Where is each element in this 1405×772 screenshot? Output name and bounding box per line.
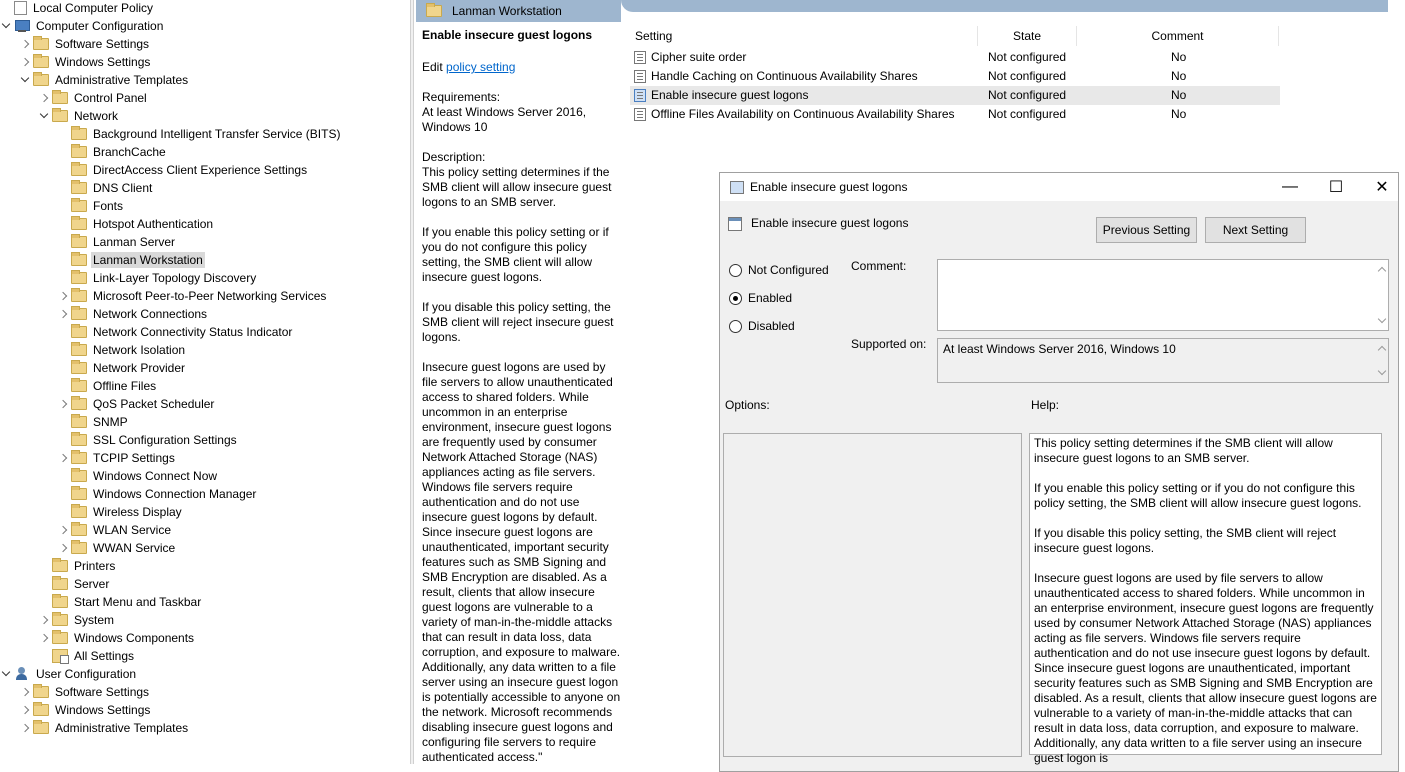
tree-item[interactable]: [38, 611, 116, 629]
column-header-comment-label: Comment: [1151, 29, 1204, 43]
chevron-right-icon[interactable]: [19, 38, 31, 50]
tree-item-label: Microsoft Peer-to-Peer Networking Services: [93, 289, 327, 303]
cell-setting: Cipher suite order: [651, 50, 747, 64]
list-row[interactable]: [630, 86, 1280, 105]
help-paragraph: If you enable this policy setting or if you do not configure this policy setting, the SMB client will allow insecure guest logons.: [1034, 481, 1362, 510]
column-header-state[interactable]: [978, 26, 1077, 46]
folder-icon: [71, 182, 87, 194]
policy-dialog: [719, 172, 1399, 772]
tree-spacer: [57, 146, 69, 158]
tree-spacer: [57, 488, 69, 500]
tree-item[interactable]: [38, 647, 136, 665]
tree-item-label: Administrative Templates: [55, 73, 189, 87]
folder-icon: [52, 110, 68, 122]
requirements-text: Requirements: At least Windows Server 2016, Windows 10: [422, 90, 587, 134]
chevron-down-icon[interactable]: [0, 20, 12, 32]
tree-item-label: BranchCache: [93, 145, 166, 159]
policy-setting-icon: [634, 51, 646, 64]
cell-state: Not configured: [988, 69, 1067, 83]
folder-icon: [71, 380, 87, 392]
tree-spacer: [57, 380, 69, 392]
tree-item-label: QoS Packet Scheduler: [93, 397, 215, 411]
tree-item[interactable]: [38, 593, 203, 611]
user-icon: [14, 667, 30, 681]
tree-item-label: Printers: [74, 559, 116, 573]
tree-spacer: [38, 650, 50, 662]
tree-spacer: [57, 164, 69, 176]
tree-item-label: Background Intelligent Transfer Service (BITS): [93, 127, 341, 141]
doc-icon: [14, 1, 27, 15]
tree-item[interactable]: [38, 107, 120, 125]
tree-spacer: [38, 560, 50, 572]
tree-spacer: [38, 596, 50, 608]
scroll-down-icon[interactable]: [1378, 315, 1386, 323]
tree-item-label: Network: [74, 109, 119, 123]
supported-scrollbar[interactable]: [1378, 339, 1388, 382]
disable-text: If you disable this policy setting, the SMB client will reject insecure guest logons.: [422, 300, 614, 344]
help-scrollbar[interactable]: [1383, 433, 1391, 755]
tree-spacer: [57, 434, 69, 446]
help-paragraph: This policy setting determines if the SMB client will allow insecure guest logons to an SMB server.: [1034, 436, 1333, 465]
tree-item-label: Windows Connect Now: [93, 469, 218, 483]
tree-item[interactable]: [57, 467, 219, 485]
folder-icon: [71, 164, 87, 176]
column-header-state-label: State: [1012, 29, 1042, 43]
column-header-comment[interactable]: [1077, 26, 1279, 46]
chevron-right-icon[interactable]: [38, 632, 50, 644]
cell-setting: Enable insecure guest logons: [651, 88, 809, 102]
header-title: Lanman Workstation: [452, 4, 562, 18]
tree-item-label: Computer Configuration: [36, 19, 164, 33]
tree-item-label: Offline Files: [93, 379, 157, 393]
comment-field[interactable]: [937, 259, 1389, 331]
tree-item-label: Server: [74, 577, 110, 591]
folder-icon: [52, 632, 68, 644]
tree-item[interactable]: [57, 485, 258, 503]
edit-prefix: Edit: [422, 60, 447, 74]
folder-icon: [71, 416, 87, 428]
cell-setting: Offline Files Availability on Continuous Availability Shares: [651, 107, 955, 121]
supported-on-field: [937, 338, 1389, 383]
tree-item[interactable]: [57, 125, 342, 143]
folder-icon: [71, 398, 87, 410]
folder-icon: [33, 38, 49, 50]
tree-item[interactable]: [38, 575, 111, 593]
folder-icon: [71, 452, 87, 464]
close-button[interactable]: ✕: [1375, 179, 1389, 196]
folder-icon: [52, 596, 68, 608]
tree-spacer: [57, 254, 69, 266]
tree-item[interactable]: [19, 701, 152, 719]
policy-setting-icon: [634, 108, 646, 121]
tree-spacer: [57, 218, 69, 230]
insecure-text: Insecure guest logons are used by file servers to allow unauthenticated access to shared folders. While uncommon in an enterprise environment, insecure guest logons are frequently used by consumer Network Attached Storage (NAS) appliances acting as file servers. Windows file servers require authentication and do not use insecure guest logons by default. Since insecure guest logons are unauthenticated, important security features such as SMB Signing and SMB Encryption are disabled. As a result, clients that allow insecure guest logons are vulnerable to a variety of man-in-the-middle attacks that can result in data loss, data corruption, and exposure to malware. Additionally, any data written to a file server using an insecure guest logon is potentially accessible to anyone on the network. Microsoft recommends disabling insecure guest logons and configuring file servers to require authenticated access.": [422, 360, 621, 764]
cell-comment: No: [1171, 88, 1187, 102]
tree-item[interactable]: [19, 71, 190, 89]
chevron-right-icon[interactable]: [57, 452, 69, 464]
chevron-right-icon[interactable]: [19, 56, 31, 68]
chevron-down-icon[interactable]: [19, 74, 31, 86]
edit-line: [422, 60, 622, 75]
tree-item-label: Lanman Server: [93, 235, 176, 249]
tree-item[interactable]: [57, 503, 184, 521]
pane-header: [416, 0, 1388, 22]
options-label: Options:: [725, 398, 770, 412]
radio-not-configured-circle[interactable]: [729, 264, 742, 277]
tree-item[interactable]: [57, 251, 205, 269]
cell-state: Not configured: [988, 50, 1067, 64]
tree-item-label: SNMP: [93, 415, 128, 429]
header-tab: [416, 0, 621, 22]
dialog-title: Enable insecure guest logons: [750, 180, 908, 194]
previous-setting-label: Previous Setting: [1102, 223, 1191, 237]
tree-spacer: [57, 416, 69, 428]
tree-item[interactable]: [57, 215, 215, 233]
radio-enabled-circle[interactable]: [729, 292, 742, 305]
tree-spacer: [57, 128, 69, 140]
folder-icon: [52, 92, 68, 104]
supported-on-label: Supported on:: [851, 337, 927, 351]
header-bar: [621, 0, 1388, 12]
chevron-right-icon[interactable]: [38, 614, 50, 626]
chevron-right-icon[interactable]: [19, 704, 31, 716]
tree-item[interactable]: [19, 683, 151, 701]
tree-item-label: All Settings: [74, 649, 135, 663]
tree-item-label: Hotspot Authentication: [93, 217, 214, 231]
scroll-down-icon[interactable]: [1378, 367, 1386, 375]
list-row[interactable]: [630, 67, 1280, 86]
tree-item[interactable]: [57, 269, 258, 287]
folder-icon: [33, 686, 49, 698]
chevron-right-icon[interactable]: [38, 92, 50, 104]
tree-item-label: User Configuration: [36, 667, 137, 681]
radio-disabled[interactable]: [729, 319, 795, 333]
dialog-titlebar[interactable]: [720, 173, 1398, 201]
policy-setting-icon: [634, 70, 646, 83]
cell-setting: Handle Caching on Continuous Availability Shares: [651, 69, 918, 83]
tree-item-label: Windows Components: [74, 631, 195, 645]
tree-item-label: WLAN Service: [93, 523, 172, 537]
policy-setting-icon: [634, 89, 646, 102]
tree-spacer: [57, 362, 69, 374]
tree-item[interactable]: [38, 89, 149, 107]
tree-item[interactable]: [57, 539, 177, 557]
tree-spacer: [57, 506, 69, 518]
options-panel: [723, 433, 1022, 757]
computer-icon: [14, 19, 30, 33]
chevron-right-icon[interactable]: [57, 524, 69, 536]
tree-item[interactable]: [57, 377, 158, 395]
chevron-right-icon[interactable]: [57, 398, 69, 410]
tree-item-label: TCPIP Settings: [93, 451, 175, 465]
tree-item[interactable]: [57, 413, 130, 431]
radio-not-configured[interactable]: [729, 263, 829, 277]
tree-item[interactable]: [38, 557, 117, 575]
chevron-down-icon[interactable]: [0, 668, 12, 680]
scroll-up-icon[interactable]: [1378, 267, 1386, 275]
tree-item-label: Network Connections: [93, 307, 208, 321]
folder-icon: [71, 146, 87, 158]
column-header-setting[interactable]: [630, 26, 978, 46]
folder-icon: [71, 506, 87, 518]
list-row[interactable]: [630, 105, 1280, 124]
folder-icon: [33, 74, 49, 86]
settings-list: [630, 26, 1388, 156]
tree-item-label: Start Menu and Taskbar: [74, 595, 202, 609]
folder-icon: [71, 344, 87, 356]
radio-disabled-circle[interactable]: [729, 320, 742, 333]
tree-item-label: Lanman Workstation: [93, 253, 203, 267]
tree-item-label: Network Provider: [93, 361, 186, 375]
folder-icon: [71, 308, 87, 320]
tree-item[interactable]: [57, 395, 216, 413]
next-setting-label: Next Setting: [1222, 223, 1289, 237]
tree-item[interactable]: [57, 359, 187, 377]
folder-icon: [71, 200, 87, 212]
extended-description-pane: [422, 28, 622, 764]
folder-icon: [71, 236, 87, 248]
tree-item-label: Link-Layer Topology Discovery: [93, 271, 257, 285]
tree-item[interactable]: [57, 431, 239, 449]
radio-disabled-label: Disabled: [748, 319, 795, 333]
tree-item[interactable]: [57, 287, 328, 305]
minimize-button[interactable]: —: [1282, 178, 1298, 195]
tree-item[interactable]: [19, 53, 152, 71]
tree-item-label: Wireless Display: [93, 505, 182, 519]
folder-icon: [71, 272, 87, 284]
tree-item[interactable]: [19, 35, 151, 53]
tree-item[interactable]: [57, 323, 294, 341]
radio-not-configured-label: Not Configured: [748, 263, 829, 277]
comment-scrollbar[interactable]: [1378, 260, 1388, 330]
tree-item-label: Fonts: [93, 199, 124, 213]
folder-icon: [71, 434, 87, 446]
chevron-down-icon[interactable]: [38, 110, 50, 122]
chevron-right-icon[interactable]: [19, 722, 31, 734]
tree-item[interactable]: [57, 179, 154, 197]
radio-enabled-label: Enabled: [748, 291, 793, 305]
cell-state: Not configured: [988, 107, 1067, 121]
folder-icon: [52, 614, 68, 626]
policy-title: Enable insecure guest logons: [422, 28, 593, 42]
tree-spacer: [38, 578, 50, 590]
pane-splitter[interactable]: [410, 0, 414, 764]
folder-icon: [71, 470, 87, 482]
tree-item-label: Control Panel: [74, 91, 147, 105]
tree-item[interactable]: [38, 629, 196, 647]
tree-item[interactable]: [57, 305, 209, 323]
folder-icon: [71, 524, 87, 536]
tree-item-label: DirectAccess Client Experience Settings: [93, 163, 308, 177]
folder-icon: [33, 722, 49, 734]
folder-icon: [71, 218, 87, 230]
folder-icon: [33, 704, 49, 716]
help-paragraph: Insecure guest logons are used by file servers to allow unauthenticated access to shared folders. While uncommon in an enterprise environment, insecure guest logons are frequently used by consumer Network Attached Storage (NAS) appliances acting as file servers. Windows file servers require authentication and do not use insecure guest logons by default. Since insecure guest logons are unauthenticated, important security features such as SMB Signing and SMB Encryption are disabled. As a result, clients that allow insecure guest logons are vulnerable to a variety of man-in-the-middle attacks that can result in data loss, data corruption, and exposure to malware. Additionally, any data written to a file server using an insecure guest logon is: [1034, 571, 1377, 765]
radio-enabled[interactable]: [729, 291, 792, 305]
chevron-right-icon[interactable]: [57, 290, 69, 302]
tree-item-label: WWAN Service: [93, 541, 176, 555]
tree-item[interactable]: [0, 665, 138, 683]
folder-icon: [71, 488, 87, 500]
tree-item[interactable]: [19, 719, 190, 737]
tree-item-label: Windows Settings: [55, 55, 151, 69]
next-setting-button[interactable]: [1205, 217, 1306, 243]
chevron-right-icon[interactable]: [57, 308, 69, 320]
tree-item[interactable]: [57, 143, 168, 161]
column-header-setting-label: Setting: [635, 29, 673, 43]
enable-text: If you enable this policy setting or if you do not configure this policy setting, the SMB client will allow insecure guest logons.: [422, 225, 609, 284]
folder-icon: [426, 5, 442, 17]
tree-item-label: Network Connectivity Status Indicator: [93, 325, 293, 339]
chevron-right-icon[interactable]: [19, 686, 31, 698]
setting-icon: [728, 217, 742, 231]
folder-icon: [33, 56, 49, 68]
tree-spacer: [57, 470, 69, 482]
cell-comment: No: [1171, 69, 1187, 83]
tree-spacer: [0, 2, 12, 14]
tree-item[interactable]: [0, 0, 155, 17]
tree-spacer: [57, 236, 69, 248]
tree-item-label: SSL Configuration Settings: [93, 433, 237, 447]
cell-comment: No: [1171, 50, 1187, 64]
tree-item-label: Software Settings: [55, 685, 150, 699]
cell-state: Not configured: [988, 88, 1067, 102]
navigation-tree: [0, 0, 410, 764]
policy-icon: [730, 181, 744, 194]
previous-setting-button[interactable]: [1096, 217, 1197, 243]
tree-item-label: Windows Settings: [55, 703, 151, 717]
chevron-right-icon[interactable]: [57, 542, 69, 554]
folder-icon: [71, 326, 87, 338]
tree-spacer: [57, 344, 69, 356]
edit-policy-link[interactable]: policy setting: [446, 60, 516, 74]
list-row[interactable]: [630, 48, 1280, 67]
maximize-button[interactable]: ☐: [1328, 179, 1344, 196]
tree-spacer: [57, 326, 69, 338]
folder-icon: [71, 254, 87, 266]
tree-item-label: Software Settings: [55, 37, 150, 51]
tree-item-label: Windows Connection Manager: [93, 487, 257, 501]
help-label: Help:: [1031, 398, 1060, 412]
comment-label: Comment:: [851, 259, 907, 273]
tree-item-label: Network Isolation: [93, 343, 186, 357]
supported-on-value: At least Windows Server 2016, Windows 10: [943, 342, 1176, 356]
tree-item-label: System: [74, 613, 115, 627]
scroll-up-icon[interactable]: [1378, 346, 1386, 354]
dialog-heading: Enable insecure guest logons: [751, 216, 909, 230]
folder-icon: [52, 578, 68, 590]
tree-spacer: [57, 200, 69, 212]
tree-item-label: DNS Client: [93, 181, 153, 195]
help-panel[interactable]: [1029, 433, 1382, 765]
tree-item[interactable]: [57, 521, 173, 539]
tree-item[interactable]: [57, 161, 309, 179]
tree-item[interactable]: [57, 341, 187, 359]
folder-icon: [71, 128, 87, 140]
tree-item-label: Local Computer Policy: [33, 1, 154, 15]
folder-icon: [71, 542, 87, 554]
tree-item[interactable]: [57, 197, 125, 215]
folder-icon: [71, 290, 87, 302]
tree-item[interactable]: [57, 233, 177, 251]
folder-icon: [52, 560, 68, 572]
help-paragraph: If you disable this policy setting, the SMB client will reject insecure guest logons.: [1034, 526, 1337, 555]
folder-icon: [71, 362, 87, 374]
tree-item-label: Administrative Templates: [55, 721, 189, 735]
description-text: Description: This policy setting determines if the SMB client will allow insecure guest logons to an SMB server.: [422, 150, 612, 209]
tree-spacer: [57, 182, 69, 194]
all-settings-icon: [52, 649, 68, 663]
tree-spacer: [57, 272, 69, 284]
tree-item[interactable]: [0, 17, 165, 35]
tree-item[interactable]: [57, 449, 177, 467]
cell-comment: No: [1171, 107, 1187, 121]
